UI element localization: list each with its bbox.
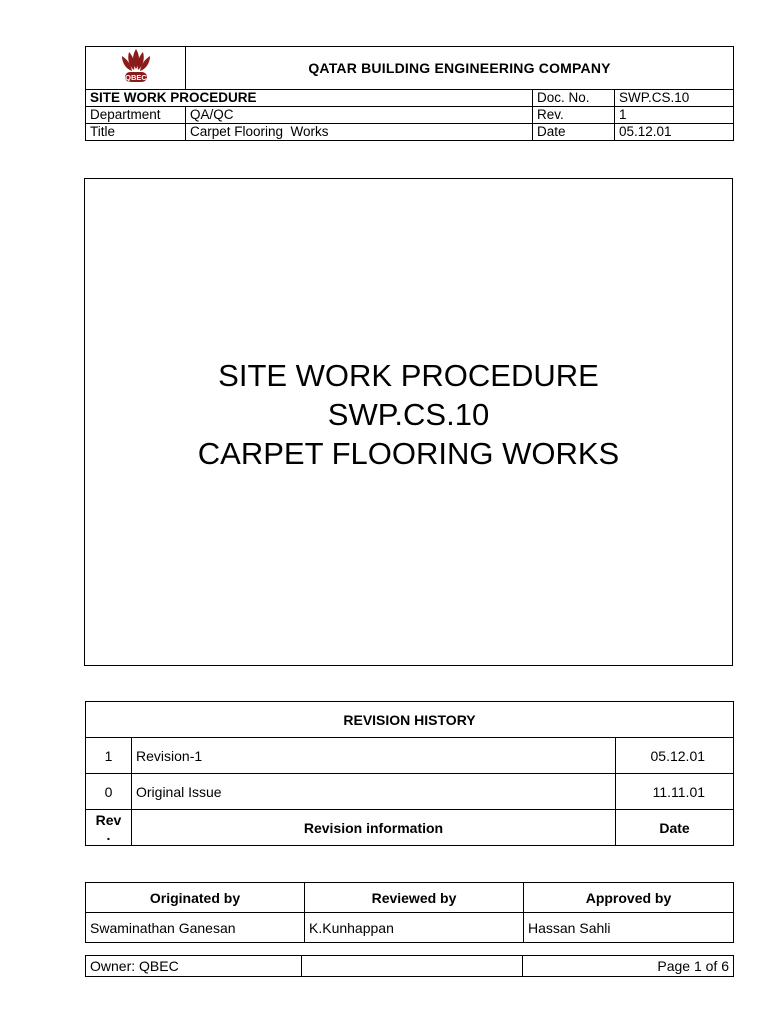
logo-cell [86, 47, 186, 90]
title-box [84, 178, 733, 666]
column-header-rev: Rev . [86, 810, 132, 846]
svg-text:QBEC: QBEC [124, 73, 147, 82]
title-label: Title [86, 124, 186, 141]
reviewed-by-header: Reviewed by [305, 883, 524, 913]
procedure-label: SITE WORK PROCEDURE [86, 90, 533, 107]
title-line-subject: CARPET FLOORING WORKS [197, 435, 620, 471]
reviewer-name: K.Kunhappan [305, 913, 524, 943]
document-header-table [85, 46, 734, 141]
rev-label: Rev. [533, 107, 615, 124]
revision-rev: 1 [86, 738, 132, 774]
revision-history-title: REVISION HISTORY [86, 702, 734, 738]
date-value: 05.12.01 [615, 124, 734, 141]
doc-no-label: Doc. No. [533, 90, 615, 107]
title-value: Carpet Flooring Works [186, 124, 533, 141]
company-name: QATAR BUILDING ENGINEERING COMPANY [186, 47, 734, 90]
approval-table [85, 882, 734, 943]
column-header-info: Revision information [132, 810, 616, 846]
owner-label: Owner: QBEC [86, 956, 302, 977]
rev-value: 1 [615, 107, 734, 124]
title-line-procedure: SITE WORK PROCEDURE [218, 357, 599, 393]
doc-no-value: SWP.CS.10 [615, 90, 734, 107]
revision-history-table [85, 701, 734, 846]
revision-rev: 0 [86, 774, 132, 810]
title-lines [198, 356, 619, 473]
footer-table [85, 955, 734, 977]
footer-middle [302, 956, 523, 977]
title-line-code: SWP.CS.10 [327, 396, 490, 432]
table-row [86, 738, 734, 774]
date-label: Date [533, 124, 615, 141]
approved-by-header: Approved by [524, 883, 734, 913]
revision-date: 11.11.01 [616, 774, 734, 810]
revision-date: 05.12.01 [616, 738, 734, 774]
department-value: QA/QC [186, 107, 533, 124]
originator-name: Swaminathan Ganesan [86, 913, 305, 943]
approver-name: Hassan Sahli [524, 913, 734, 943]
department-label: Department [86, 107, 186, 124]
originated-by-header: Originated by [86, 883, 305, 913]
qbec-logo-icon [116, 47, 156, 85]
revision-info: Revision-1 [132, 738, 616, 774]
revision-info: Original Issue [132, 774, 616, 810]
table-row [86, 774, 734, 810]
column-header-date: Date [616, 810, 734, 846]
page-number: Page 1 of 6 [523, 956, 734, 977]
